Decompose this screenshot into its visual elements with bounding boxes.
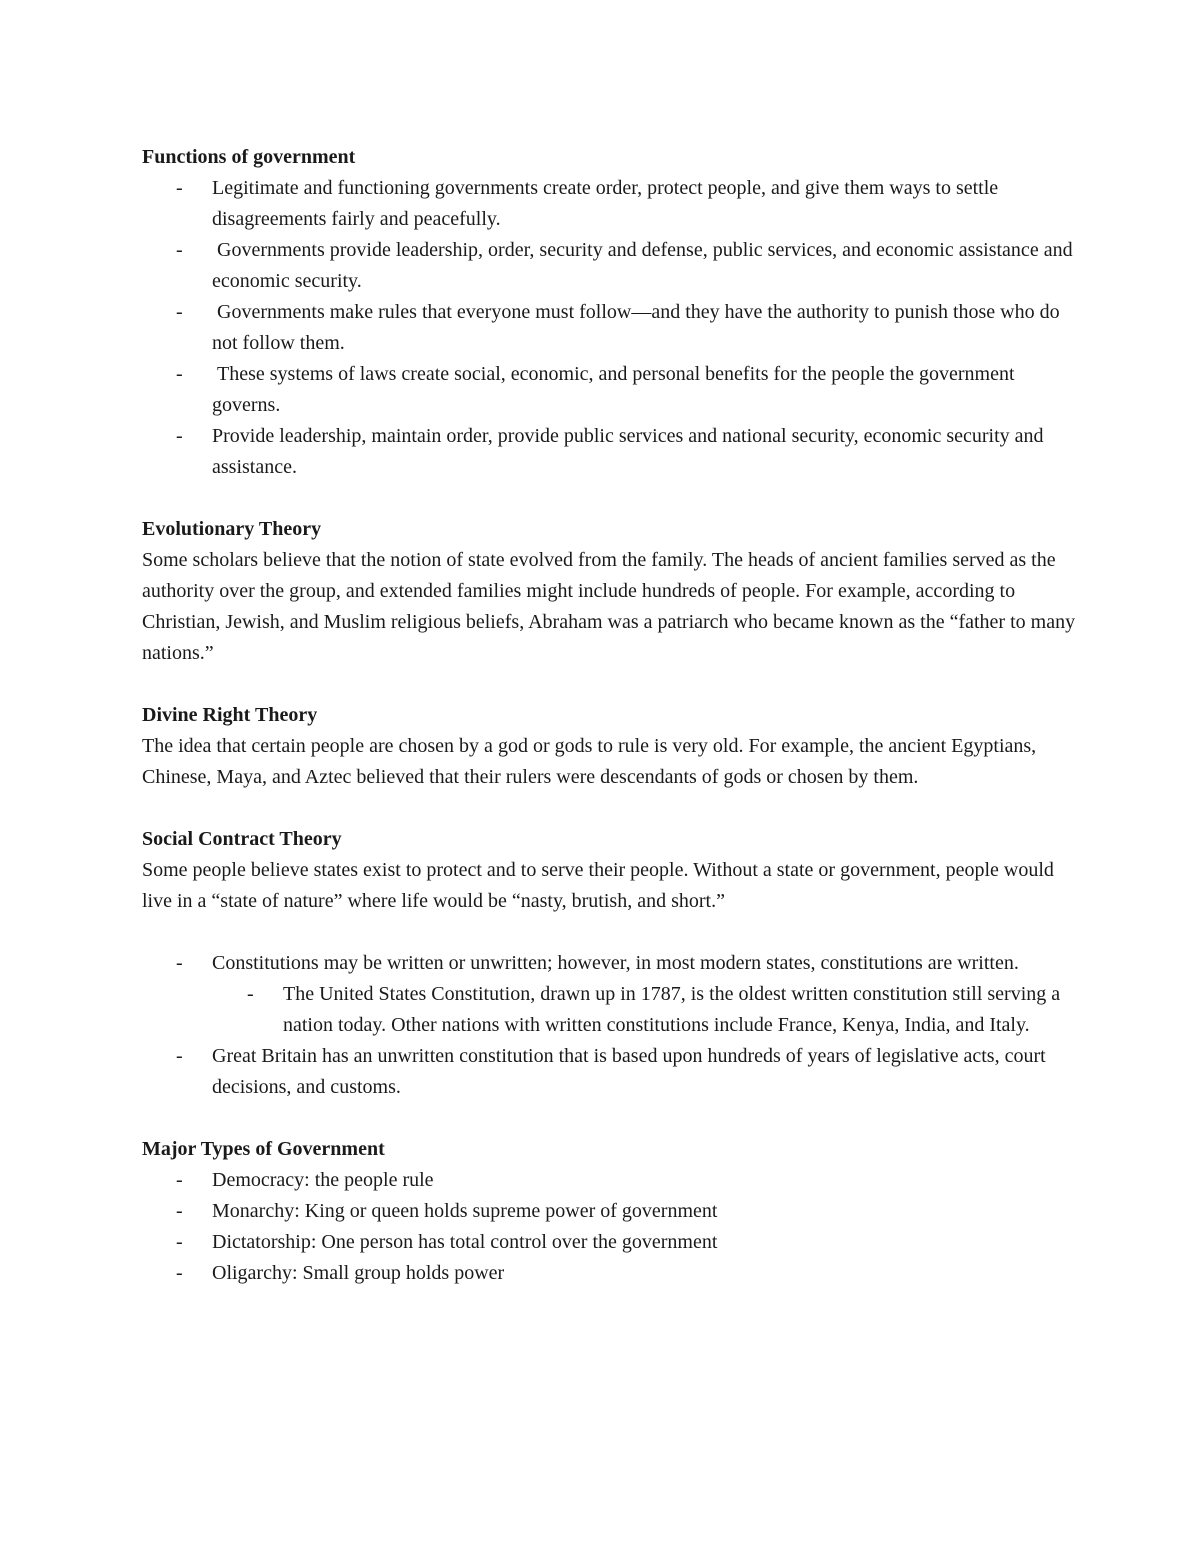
list-item [142, 1041, 1082, 1103]
paragraph-social: Some people believe states exist to protect and to serve their people. Without a state or government, people would live in a “state of nature” where life would be “nasty, brutish, and short.” [142, 859, 1054, 912]
sub-list-item-text: The United States Constitution, drawn up in 1787, is the oldest written constitution still serving a nation today. Other nations with written constitutions include France, Kenya, India, and Italy. [283, 983, 1061, 1036]
list-item [142, 1227, 1082, 1258]
dash-bullet: - [176, 952, 183, 974]
dash-bullet: - [247, 983, 254, 1005]
list-item-text: Provide leadership, maintain order, provide public services and national security, economic security and assistance. [212, 425, 1044, 478]
section-types [142, 1134, 1082, 1289]
dash-bullet: - [176, 1231, 183, 1253]
list-item [142, 173, 1082, 235]
list-item-text: Democracy: the people rule [212, 1169, 434, 1191]
heading-social: Social Contract Theory [142, 828, 342, 850]
list-item [142, 1258, 1082, 1289]
list-item [142, 948, 1082, 1041]
list-item-text: Governments make rules that everyone must follow—and they have the authority to punish those who do not follow them. [212, 301, 1065, 354]
document-page [142, 142, 1082, 1320]
list-item-text: These systems of laws create social, economic, and personal benefits for the people the government governs. [212, 363, 1020, 416]
list-item-text: Constitutions may be written or unwritten; however, in most modern states, constitutions are written. [212, 952, 1019, 974]
functions-list [142, 173, 1082, 483]
dash-bullet: - [176, 1200, 183, 1222]
list-item [142, 359, 1082, 421]
types-list [142, 1165, 1082, 1289]
dash-bullet: - [176, 363, 183, 385]
list-item-text: Dictatorship: One person has total control over the government [212, 1231, 718, 1253]
section-evolutionary [142, 514, 1082, 669]
list-item [142, 421, 1082, 483]
dash-bullet: - [176, 239, 183, 261]
dash-bullet: - [176, 425, 183, 447]
list-item-text: Great Britain has an unwritten constitution that is based upon hundreds of years of legislative acts, court decisions, and customs. [212, 1045, 1046, 1098]
dash-bullet: - [176, 177, 183, 199]
list-item [142, 235, 1082, 297]
paragraph-divine: The idea that certain people are chosen by a god or gods to rule is very old. For example, the ancient Egyptians, Chinese, Maya, and Aztec believed that their rulers were descendants of gods or chosen by them. [142, 735, 1037, 788]
dash-bullet: - [176, 1169, 183, 1191]
heading-types: Major Types of Government [142, 1138, 385, 1160]
section-divine [142, 700, 1082, 793]
list-item [142, 297, 1082, 359]
constitution-list [142, 948, 1082, 1103]
heading-divine: Divine Right Theory [142, 704, 318, 726]
section-functions [142, 142, 1082, 483]
dash-bullet: - [176, 301, 183, 323]
list-item-text: Oligarchy: Small group holds power [212, 1262, 505, 1284]
heading-functions: Functions of government [142, 146, 356, 168]
paragraph-evolutionary: Some scholars believe that the notion of state evolved from the family. The heads of ancient families served as the authority over the group, and extended families might include hundreds of people. For example, according to Christian, Jewish, and Muslim religious beliefs, Abraham was a patriarch who became known as the “father to many nations.” [142, 549, 1076, 664]
dash-bullet: - [176, 1262, 183, 1284]
list-item-text: Legitimate and functioning governments create order, protect people, and give them ways to settle disagreements fairly and peacefully. [212, 177, 999, 230]
list-item-text: Monarchy: King or queen holds supreme power of government [212, 1200, 718, 1222]
constitution-sublist [212, 979, 1082, 1041]
spacer [142, 917, 1082, 948]
list-item [142, 1165, 1082, 1196]
heading-evolutionary: Evolutionary Theory [142, 518, 322, 540]
dash-bullet: - [176, 1045, 183, 1067]
list-item-text: Governments provide leadership, order, security and defense, public services, and economic assistance and economic security. [212, 239, 1078, 292]
sub-list-item [212, 979, 1082, 1041]
list-item [142, 1196, 1082, 1227]
section-social [142, 824, 1082, 1103]
